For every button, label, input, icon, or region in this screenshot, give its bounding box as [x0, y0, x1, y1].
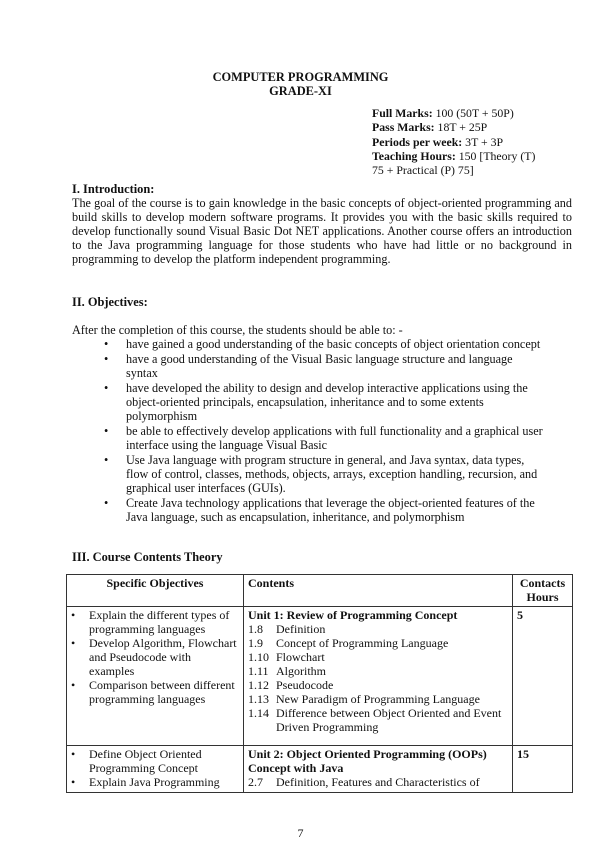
- topic-text: Definition, Features and Characteristics of: [276, 775, 480, 789]
- hours-cell: 5: [513, 607, 573, 746]
- full-marks: [372, 106, 572, 120]
- specific-objective-text: Explain the different types of programming languages: [89, 608, 230, 636]
- objective-text: have a good understanding of the Visual Basic language structure and language syntax: [126, 352, 513, 380]
- objective-item: [104, 453, 544, 495]
- pass-marks-value: 18T + 25P: [434, 120, 488, 135]
- topic-item: [248, 706, 508, 734]
- bullet-icon: •: [71, 678, 76, 692]
- periods-per-week: [372, 135, 572, 149]
- column-header-hours: Contacts Hours: [513, 575, 573, 607]
- table-row: [67, 607, 573, 746]
- bullet-icon: •: [104, 424, 109, 438]
- table-row: [67, 746, 573, 793]
- pass-marks: [372, 120, 572, 134]
- bullet-icon: •: [71, 608, 76, 622]
- specific-objectives-list: [71, 608, 239, 706]
- topic-number: 1.13: [248, 692, 269, 706]
- topic-item: [248, 775, 508, 789]
- objective-text: have gained a good understanding of the basic concepts of object orientation concept: [126, 337, 541, 351]
- objective-text: be able to effectively develop applications with full functionality and a graphical user interface using the language Visual Basic: [126, 424, 543, 452]
- objective-text: have developed the ability to design and develop interactive applications using the object-oriented principals, encapsulation, inheritance and to some extents polymorphism: [126, 381, 528, 423]
- introduction-heading: I. Introduction:: [72, 182, 155, 196]
- specific-objective: [71, 678, 239, 706]
- topic-text: New Paradigm of Programming Language: [276, 692, 480, 706]
- specific-objective-text: Develop Algorithm, Flowchart and Pseudocode with examples: [89, 636, 237, 678]
- objective-item: [104, 496, 544, 524]
- contents-cell: [244, 746, 513, 793]
- topic-number: 1.8: [248, 622, 263, 636]
- bullet-icon: •: [104, 453, 109, 467]
- unit-title: Unit 1: Review of Programming Concept: [248, 608, 458, 622]
- topic-text: Pseudocode: [276, 678, 334, 692]
- introduction-text: The goal of the course is to gain knowledge in the basic concepts of object-oriented programming and build skills to develop modern software programs. It provides you with the basic skills required to develop functionally sound Visual Basic Dot NET applications. Another course offers an introduction to the Java programming language for those students who have had little or no background in programming to develop the platform independent programming.: [72, 196, 572, 266]
- objectives-heading: II. Objectives:: [72, 295, 148, 309]
- teaching-hours-continued: 75 + Practical (P) 75]: [372, 163, 474, 178]
- topic-item: [248, 636, 508, 650]
- column-header-objectives: Specific Objectives: [67, 575, 244, 607]
- bullet-icon: •: [104, 381, 109, 395]
- topic-number: 2.7: [248, 775, 263, 789]
- bullet-icon: •: [104, 496, 109, 510]
- objective-text: Use Java language with program structure in general, and Java syntax, data types, flow of control, classes, methods, objects, arrays, exception handling, recursion, and graphical user interfaces (GUIs).: [126, 453, 538, 495]
- topic-item: [248, 678, 508, 692]
- page-number: 7: [297, 826, 304, 840]
- objective-item: [104, 337, 544, 351]
- topic-item: [248, 622, 508, 636]
- topic-item: [248, 650, 508, 664]
- marks-block: [372, 106, 572, 177]
- specific-objective: [71, 608, 239, 636]
- periods-label: Periods per week:: [372, 134, 463, 149]
- full-marks-value: 100 (50T + 50P): [432, 106, 514, 120]
- pass-marks-label: Pass Marks:: [372, 120, 435, 135]
- objective-item: [104, 424, 544, 452]
- course-contents-heading: III. Course Contents Theory: [72, 550, 223, 564]
- topic-text: Difference between Object Oriented and Event Driven Programming: [276, 706, 502, 734]
- column-header-contents: Contents: [244, 575, 513, 607]
- topic-text: Flowchart: [276, 650, 325, 664]
- objective-item: [104, 381, 544, 423]
- unit-title: Unit 2: Object Oriented Programming (OOPs) Concept with Java: [248, 747, 487, 775]
- bullet-icon: •: [71, 636, 76, 650]
- teaching-hours-value: 150 [Theory (T): [455, 148, 536, 163]
- bullet-icon: •: [71, 747, 76, 761]
- hours-cell: 15: [513, 746, 573, 793]
- topic-text: Algorithm: [276, 664, 326, 678]
- course-contents-table: [66, 574, 573, 793]
- full-marks-label: Full Marks:: [372, 106, 433, 120]
- topic-text: Definition: [276, 622, 326, 636]
- specific-objective-text: Define Object Oriented Programming Concept: [89, 747, 202, 775]
- topic-number: 1.10: [248, 650, 269, 664]
- objective-item: [104, 352, 544, 380]
- topic-item: [248, 664, 508, 678]
- objectives-lead: After the completion of this course, the students should be able to: -: [72, 323, 403, 337]
- specific-objective: [71, 747, 239, 775]
- topic-text: Concept of Programming Language: [276, 636, 449, 650]
- topic-number: 1.11: [248, 664, 269, 678]
- specific-objective-text: Comparison between different programming languages: [89, 678, 235, 706]
- objective-text: Create Java technology applications that leverage the object-oriented features of the Java language, such as encapsulation, inheritance, and polymorphism: [126, 496, 535, 524]
- specific-objective: [71, 775, 239, 789]
- bullet-icon: •: [104, 352, 109, 366]
- topic-number: 1.9: [248, 636, 263, 650]
- table-header-row: [67, 575, 573, 607]
- specific-objectives-list: [71, 747, 239, 789]
- specific-objective-text: Explain Java Programming: [89, 775, 220, 789]
- teaching-hours-label: Teaching Hours:: [372, 148, 456, 163]
- teaching-hours: [372, 149, 572, 163]
- topic-number: 1.14: [248, 706, 269, 720]
- bullet-icon: •: [104, 337, 109, 351]
- specific-objective: [71, 636, 239, 678]
- topic-item: [248, 692, 508, 706]
- objectives-cell: [67, 746, 244, 793]
- objectives-cell: [67, 607, 244, 746]
- document-grade: GRADE-XI: [269, 84, 332, 98]
- objectives-list: [104, 337, 544, 524]
- contents-cell: [244, 607, 513, 746]
- periods-value: 3T + 3P: [462, 134, 504, 149]
- topic-number: 1.12: [248, 678, 269, 692]
- document-title: COMPUTER PROGRAMMING: [212, 70, 389, 84]
- bullet-icon: •: [71, 775, 76, 789]
